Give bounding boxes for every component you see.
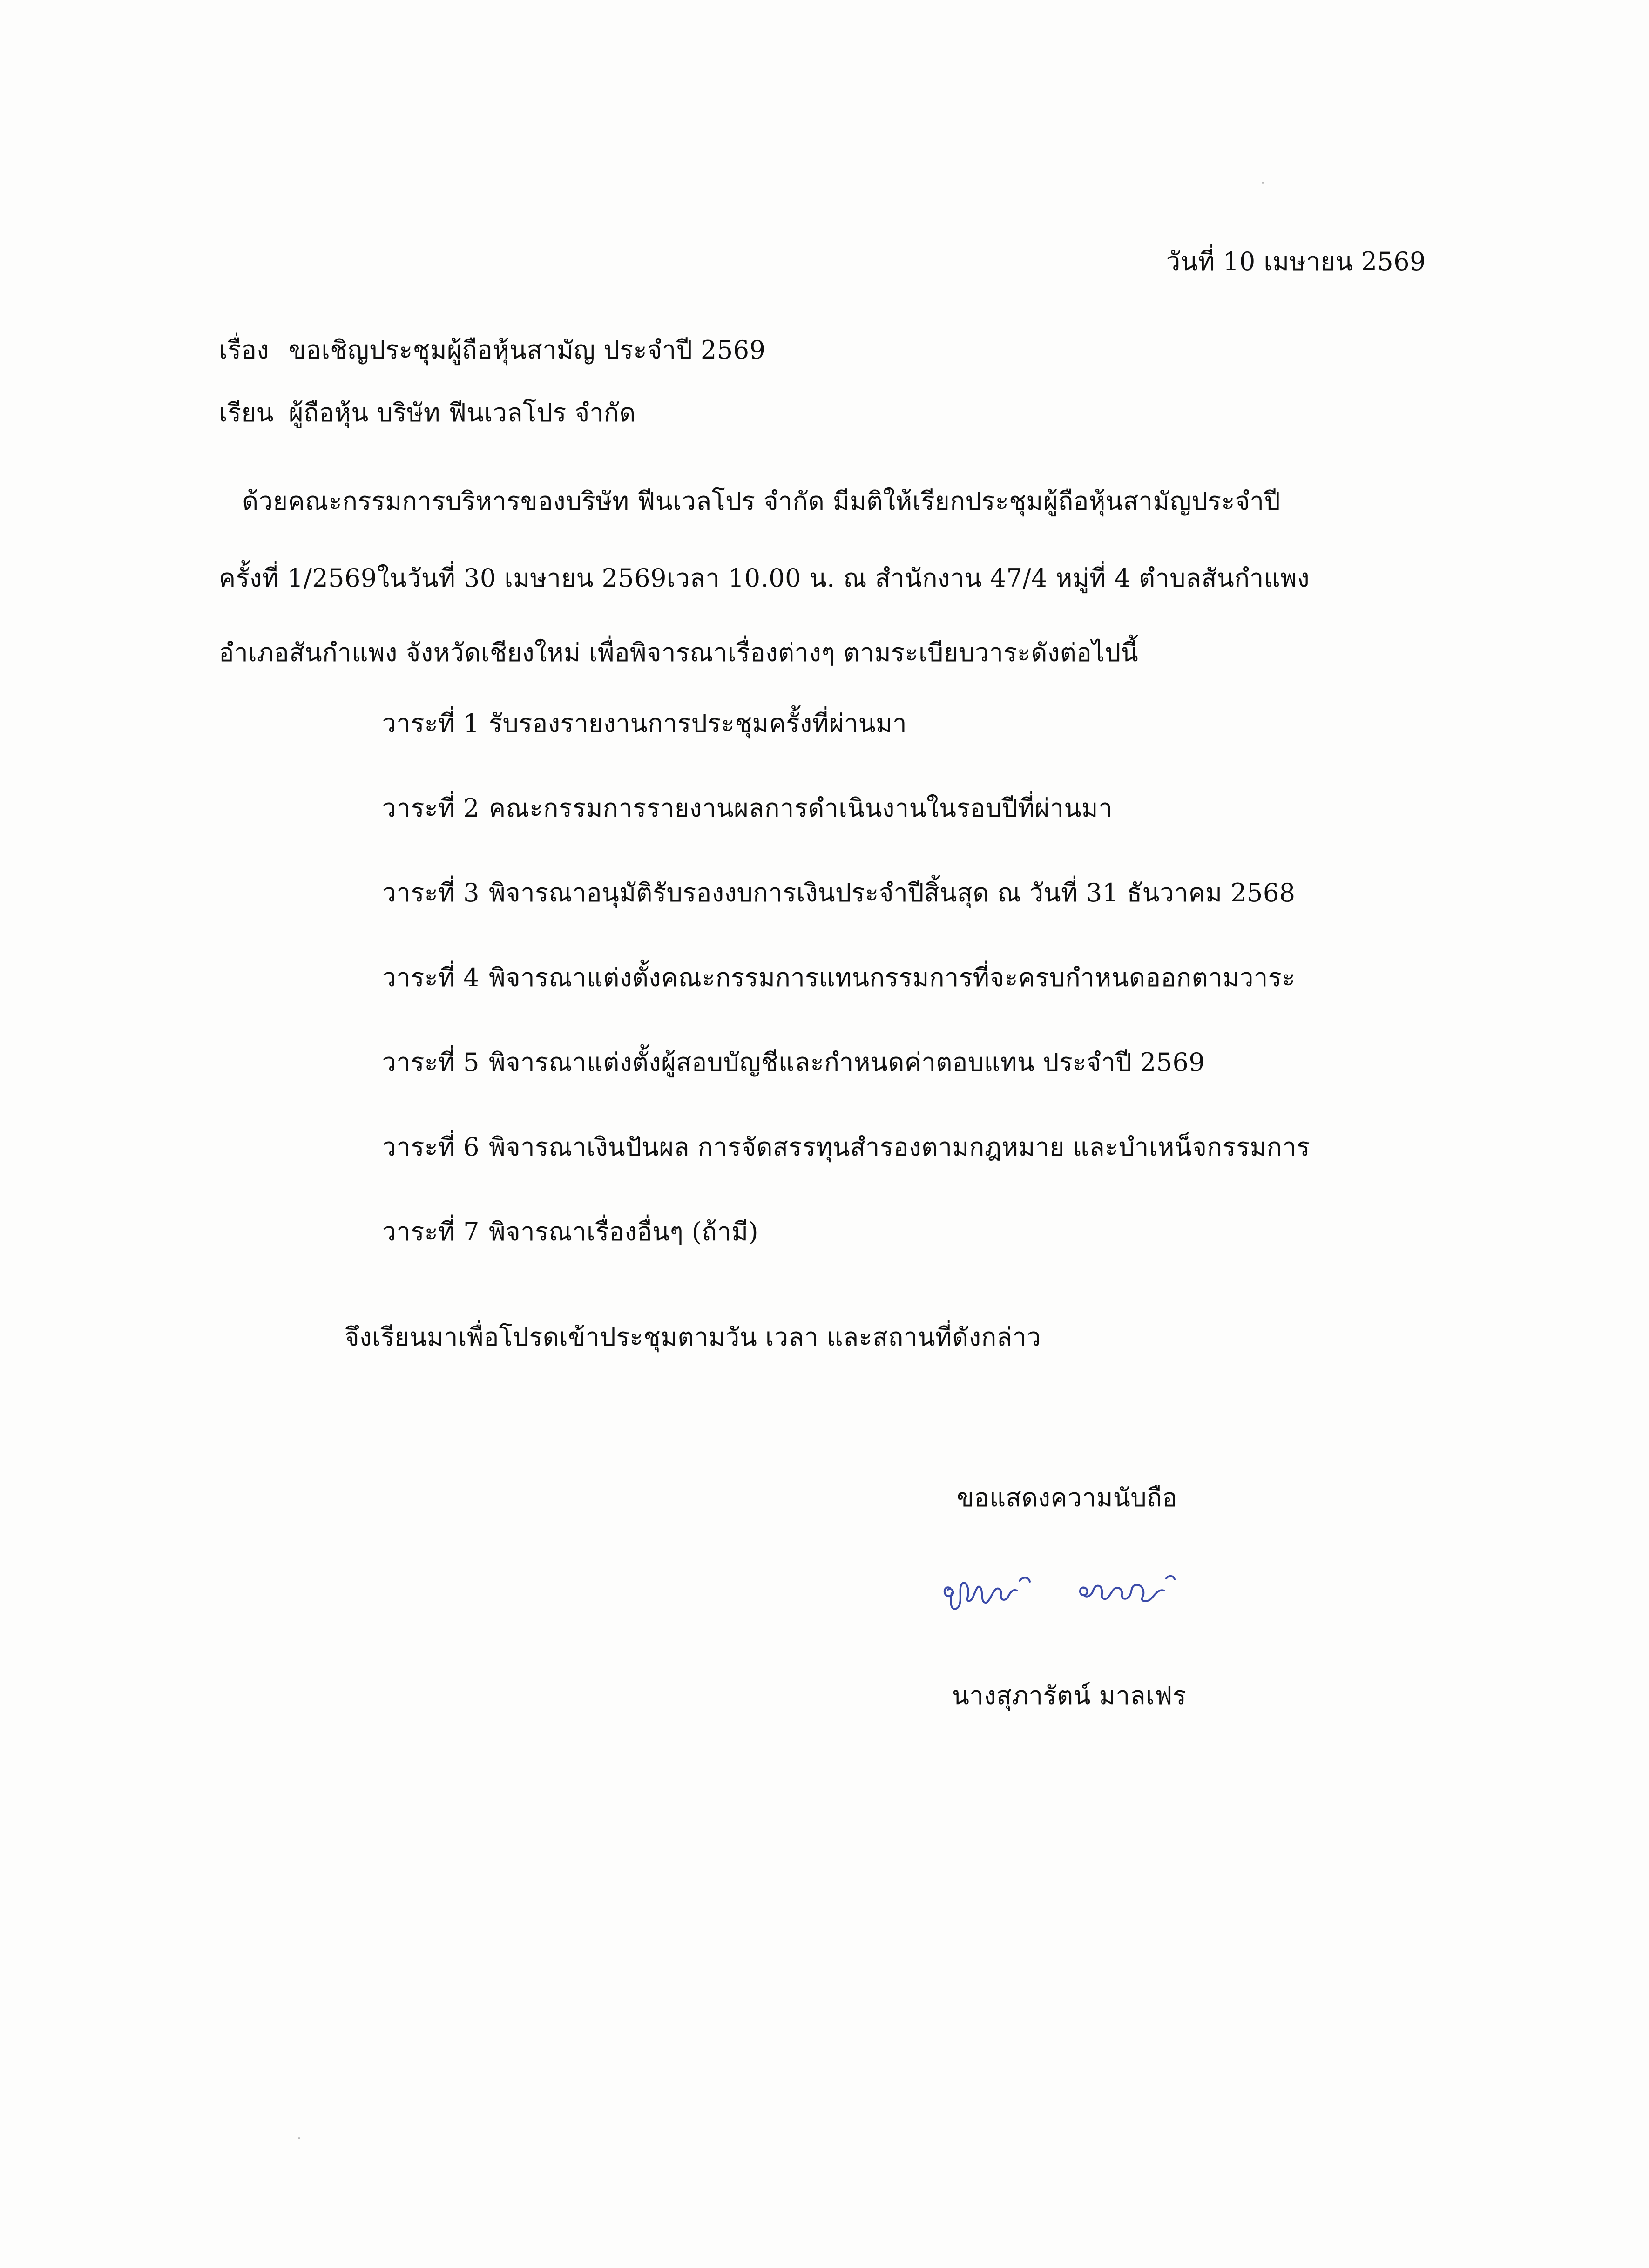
agenda-text: รับรองรายงานการประชุมครั้งที่ผ่านมา: [489, 709, 907, 738]
letter-date: วันที่ 10 เมษายน 2569: [1166, 247, 1426, 276]
agenda-text: พิจารณาอนุมัติรับรองงบการเงินประจำปีสิ้นสุด ณ วันที่ 31 ธันวาคม 2568: [489, 878, 1296, 907]
agenda-item: [347, 1212, 1418, 1296]
signer-name: นางสุภารัตน์ มาลเฟร: [952, 1681, 1187, 1710]
agenda-number: วาระที่ 7: [382, 1217, 480, 1246]
paper-speck: [1262, 182, 1264, 184]
handwritten-signature: [931, 1555, 1238, 1625]
body-line-3: อำเภอสันกำแพง จังหวัดเชียงใหม่ เพื่อพิจารณาเรื่องต่างๆ ตามระเบียบวาระดังต่อไปนี้: [219, 638, 1139, 667]
agenda-number: วาระที่ 3: [382, 878, 480, 907]
recipient-label: เรียน: [219, 398, 274, 427]
agenda-number: วาระที่ 4: [382, 963, 480, 992]
agenda-item: [347, 1127, 1418, 1212]
agenda-item: [347, 873, 1418, 957]
agenda-item: [347, 703, 1418, 788]
paper-speck: [298, 2137, 300, 2139]
agenda-number: วาระที่ 5: [382, 1048, 480, 1077]
subject-text: ขอเชิญประชุมผู้ถือหุ้นสามัญ ประจำปี 2569: [289, 335, 766, 365]
subject-line: [219, 335, 765, 366]
body-line-2: ครั้งที่ 1/2569ในวันที่ 30 เมษายน 2569เวลา 10.00 น. ณ สำนักงาน 47/4 หมู่ที่ 4 ตำบลสันกำแพง: [219, 563, 1310, 593]
regards-line: ขอแสดงความนับถือ: [957, 1483, 1178, 1512]
body-line-1: ด้วยคณะกรรมการบริหารของบริษัท ฟีนเวลโปร จำกัด มีมติให้เรียกประชุมผู้ถือหุ้นสามัญประจำปี: [242, 487, 1281, 516]
agenda-item: [347, 1042, 1418, 1127]
agenda-number: วาระที่ 6: [382, 1132, 480, 1162]
agenda-text: พิจารณาแต่งตั้งผู้สอบบัญชีและกำหนดค่าตอบแทน ประจำปี 2569: [489, 1048, 1205, 1077]
agenda-list: [347, 703, 1418, 1296]
recipient-line: [219, 398, 636, 428]
agenda-text: พิจารณาเรื่องอื่นๆ (ถ้ามี): [489, 1217, 759, 1246]
recipient-text: ผู้ถือหุ้น บริษัท ฟีนเวลโปร จำกัด: [289, 398, 636, 427]
agenda-text: คณะกรรมการรายงานผลการดำเนินงานในรอบปีที่ผ่านมา: [489, 793, 1113, 823]
closing-line: จึงเรียนมาเพื่อโปรดเข้าประชุมตามวัน เวลา และสถานที่ดังกล่าว: [345, 1322, 1041, 1352]
agenda-number: วาระที่ 1: [382, 709, 480, 738]
agenda-number: วาระที่ 2: [382, 793, 480, 823]
subject-label: เรื่อง: [219, 335, 270, 365]
agenda-text: พิจารณาแต่งตั้งคณะกรรมการแทนกรรมการที่จะครบกำหนดออกตามวาระ: [489, 963, 1296, 992]
agenda-item: [347, 957, 1418, 1042]
agenda-text: พิจารณาเงินปันผล การจัดสรรทุนสำรองตามกฎหมาย และบำเหน็จกรรมการ: [489, 1132, 1311, 1162]
agenda-item: [347, 788, 1418, 873]
